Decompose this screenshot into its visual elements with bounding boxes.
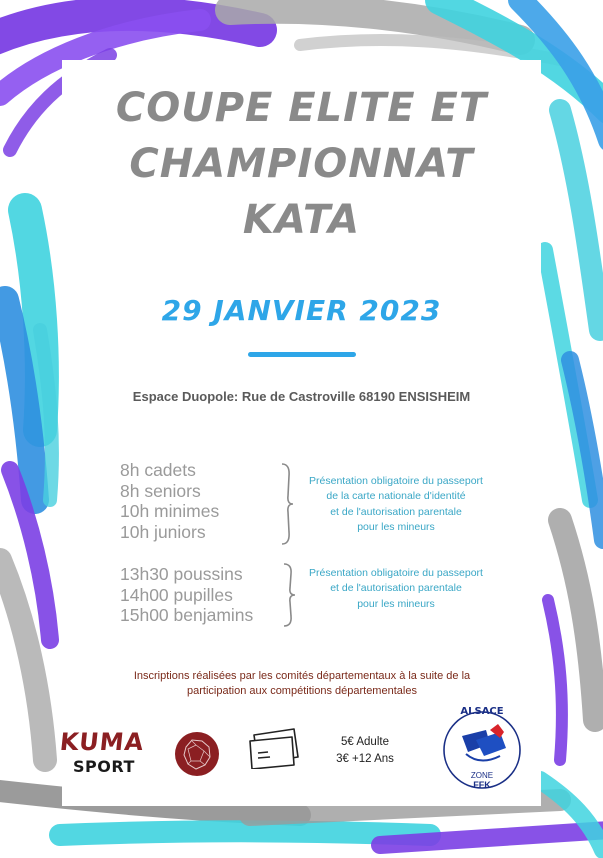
inscriptions-line: Inscriptions réalisées par les comités départementaux à la suite de la [133,670,471,682]
event-date: 29 JANVIER 2023 [161,294,442,327]
note-line: pour les mineurs [357,520,435,533]
price-youth: 3€ +12 Ans [336,753,394,765]
brace-icon [280,562,296,628]
document-requirement-note-1 [296,474,496,535]
inscriptions-note [92,669,512,698]
date-underline [248,352,356,357]
event-title [62,80,541,248]
map-logo [174,731,220,777]
brace-icon [278,462,294,546]
ffk-top-label: ALSACE [460,706,504,717]
sport-logo-text: SPORT [73,757,135,776]
schedule-group-1 [120,460,219,542]
schedule-item: 15h00 benjamins [120,605,254,625]
event-venue: Espace Duopole: Rue de Castroville 68190 ENSISHEIM [132,389,471,404]
schedule-group-2 [120,564,253,626]
ticket-icon [248,727,304,769]
note-line: pour les mineurs [357,597,435,610]
note-line: Présentation obligatoire du passeport [309,475,483,487]
ffk-zone-label: ZONE [470,771,494,780]
inscriptions-line: participation aux compétitions départementales [187,684,417,697]
schedule-item: 10h minimes [120,501,220,521]
note-line: Présentation obligatoire du passeport [309,567,483,579]
title-line-1: COUPE ELITE ET [115,85,488,131]
schedule-item: 8h cadets [120,460,196,480]
ticket-prices [325,734,405,768]
price-adult: 5€ Adulte [341,736,389,748]
note-line: de la carte nationale d'identité [326,490,466,503]
note-line: et de l'autorisation parentale [330,582,462,595]
schedule-item: 13h30 poussins [120,564,243,584]
schedule-item: 14h00 pupilles [120,584,233,605]
schedule-item: 8h seniors [120,480,201,501]
ffk-name-label: FFK [473,780,491,790]
ffk-logo [440,700,524,796]
title-line-3: KATA [242,197,361,243]
document-requirement-note-2 [296,566,496,612]
kuma-logo-text: KUMA [58,728,146,756]
note-line: et de l'autorisation parentale [330,505,462,518]
schedule-item: 10h juniors [120,521,206,542]
title-line-2: CHAMPIONNAT [129,141,474,187]
